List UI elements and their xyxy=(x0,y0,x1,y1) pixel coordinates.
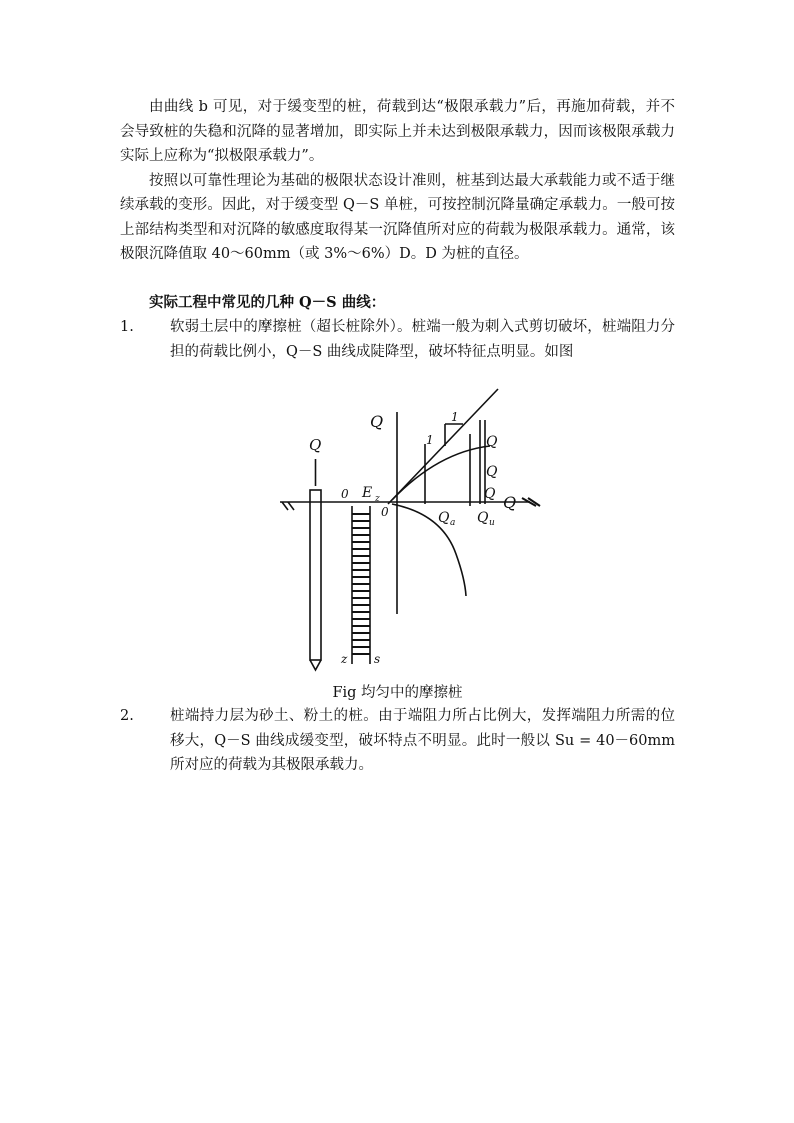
label-qa: Q xyxy=(438,510,450,526)
label-one-a: 1 xyxy=(426,433,434,447)
pile-tip xyxy=(310,660,321,670)
list-item-text: 软弱土层中的摩擦桩（超长桩除外）。桩端一般为刺入式剪切破坏，桩端阻力分担的荷载比例小，Q－S 曲线成陡降型，破坏特征点明显。如图 xyxy=(170,319,675,360)
label-q-right: Q xyxy=(503,493,517,512)
label-e: E xyxy=(362,485,373,501)
pile-body xyxy=(310,490,321,660)
list-item-1 xyxy=(120,315,675,364)
qs-diagram xyxy=(120,364,675,704)
label-q-right-1: Q xyxy=(486,434,498,450)
label-qu: Q xyxy=(477,510,489,526)
list-item-2 xyxy=(120,704,675,778)
figure-caption: Fig 均匀中的摩擦桩 xyxy=(332,685,463,701)
list-item-number: 1. xyxy=(120,319,134,335)
friction-diagram-rungs xyxy=(352,514,370,654)
label-q-right-3: Q xyxy=(484,486,496,502)
label-q-axis: Q xyxy=(370,412,384,431)
document-page xyxy=(120,95,675,778)
label-zero-origin: 0 xyxy=(381,505,389,519)
list-item-number: 2. xyxy=(120,708,134,724)
label-qu-sub: u xyxy=(489,518,495,528)
label-zero-left: 0 xyxy=(341,487,349,501)
section-heading: 实际工程中常见的几种 Q－S 曲线： xyxy=(149,293,386,311)
label-q-right-2: Q xyxy=(486,464,498,480)
label-z: z xyxy=(341,652,348,666)
paragraph-2: 按照以可靠性理论为基础的极限状态设计准则，桩基到达最大承载能力或不适于继续承载的变形。因此，对于缓变型 Q－S 单桩，可按控制沉降量确定承载力。一般可按上部结构类型和对沉降的敏感度取得某一沉降值所对应的荷载为极限承载力。通常，该极限沉降值取 40～60mm（或 3%～6%）D。D 为桩的直径。 xyxy=(120,172,675,262)
list-item-text: 桩端持力层为砂土、粉土的桩。由于端阻力所占比例大，发挥端阻力所需的位移大，Q－S 曲线成缓变型，破坏特点不明显。此时一般以 Su = 40－60mm 所对应的荷载为其极限承载力。 xyxy=(170,708,675,773)
label-q-pile: Q xyxy=(309,436,322,454)
label-qa-sub: a xyxy=(450,518,456,528)
qs-curve-upper xyxy=(392,446,490,500)
paragraph-1: 由曲线 b 可见，对于缓变型的桩，荷载到达“极限承载力”后，再施加荷载，并不会导致桩的失稳和沉降的显著增加，即实际上并未达到极限承载力，因而该极限承载力实际上应称为“拟极限承载力”。 xyxy=(120,99,675,164)
figure-friction-pile xyxy=(120,364,675,704)
label-s: s xyxy=(374,652,381,666)
label-one-b: 1 xyxy=(451,410,459,424)
label-e-sub: z xyxy=(375,494,380,504)
